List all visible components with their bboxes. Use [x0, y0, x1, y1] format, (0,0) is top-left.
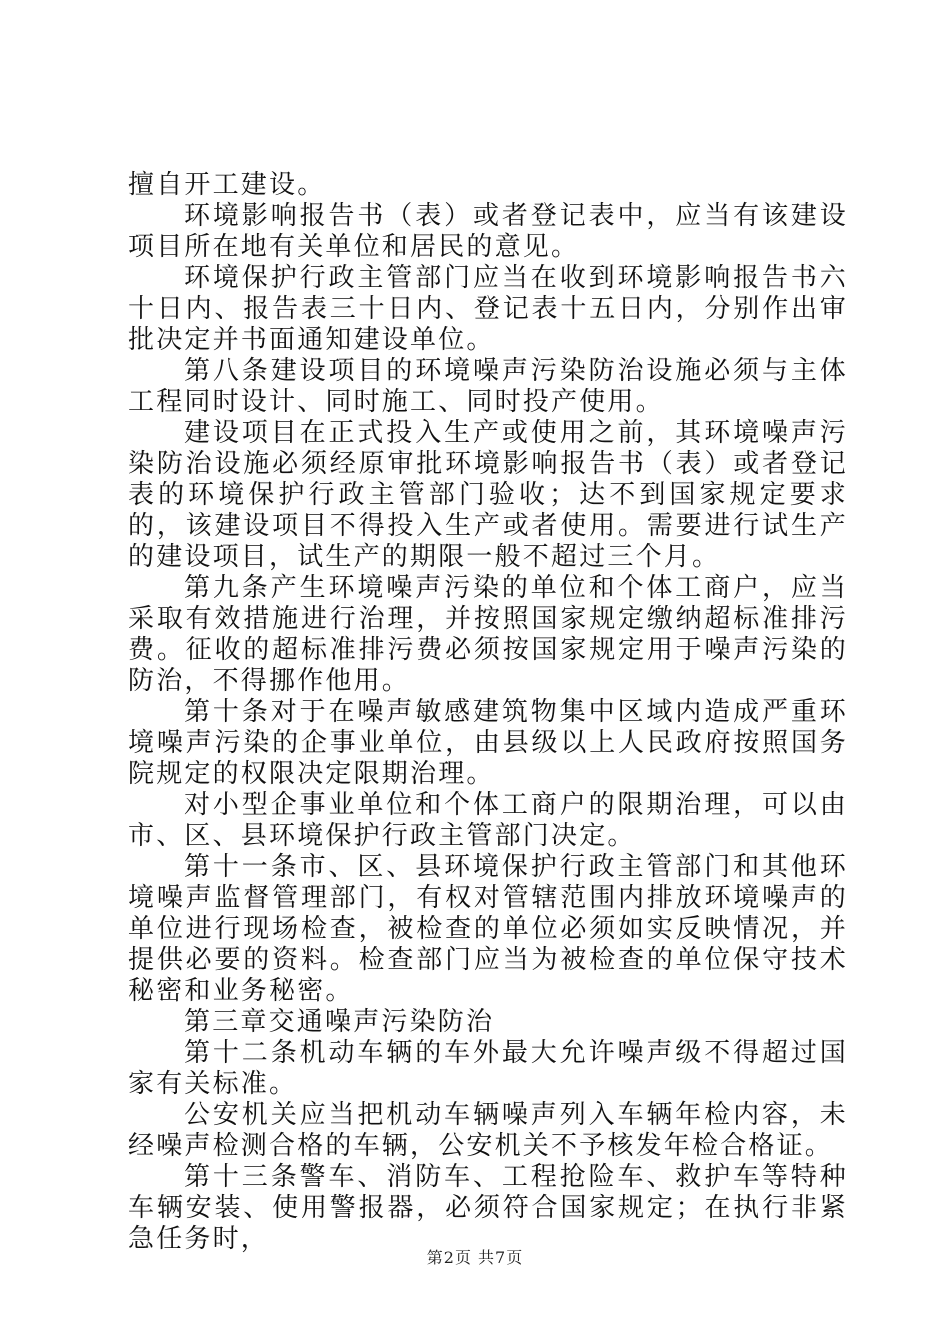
paragraph: 第十条对于在噪声敏感建筑物集中区域内造成严重环境噪声污染的企事业单位，由县级以上人民政府按照国务院规定的权限决定限期治理。 — [128, 697, 848, 789]
chapter-heading: 第三章交通噪声污染防治 — [184, 1007, 495, 1037]
paragraph: 擅自开工建设。 — [128, 170, 326, 200]
paragraph: 对小型企事业单位和个体工商户的限期治理，可以由市、区、县环境保护行政主管部门决定。 — [128, 790, 848, 851]
paragraph: 第十二条机动车辆的车外最大允许噪声级不得超过国家有关标准。 — [128, 1038, 848, 1099]
page-footer: 第2页 共7页 — [426, 1248, 524, 1267]
paragraph: 第十一条市、区、县环境保护行政主管部门和其他环境噪声监督管理部门，有权对管辖范围内排放环境噪声的单位进行现场检查，被检查的单位必须如实反映情况，并提供必要的资料。检查部门应当为被检查的单位保守技术秘密和业务秘密。 — [128, 852, 848, 1006]
paragraph: 环境保护行政主管部门应当在收到环境影响报告书六十日内、报告表三十日内、登记表十五日内，分别作出审批决定并书面通知建设单位。 — [128, 263, 848, 355]
document-body — [128, 170, 848, 1255]
paragraph: 第十三条警车、消防车、工程抢险车、救护车等特种车辆安装、使用警报器，必须符合国家规定；在执行非紧急任务时， — [128, 1162, 848, 1254]
paragraph: 第九条产生环境噪声污染的单位和个体工商户，应当采取有效措施进行治理，并按照国家规定缴纳超标准排污费。征收的超标准排污费必须按国家规定用于噪声污染的防治，不得挪作他用。 — [128, 573, 848, 696]
paragraph: 公安机关应当把机动车辆噪声列入车辆年检内容，未经噪声检测合格的车辆，公安机关不予核发年检合格证。 — [128, 1100, 848, 1161]
paragraph: 第八条建设项目的环境噪声污染防治设施必须与主体工程同时设计、同时施工、同时投产使用。 — [128, 356, 848, 417]
paragraph: 建设项目在正式投入生产或使用之前，其环境噪声污染防治设施必须经原审批环境影响报告书（表）或者登记表的环境保护行政主管部门验收；达不到国家规定要求的，该建设项目不得投入生产或者使用。需要进行试生产的建设项目，试生产的期限一般不超过三个月。 — [128, 418, 848, 572]
paragraph: 环境影响报告书（表）或者登记表中，应当有该建设项目所在地有关单位和居民的意见。 — [128, 201, 848, 262]
